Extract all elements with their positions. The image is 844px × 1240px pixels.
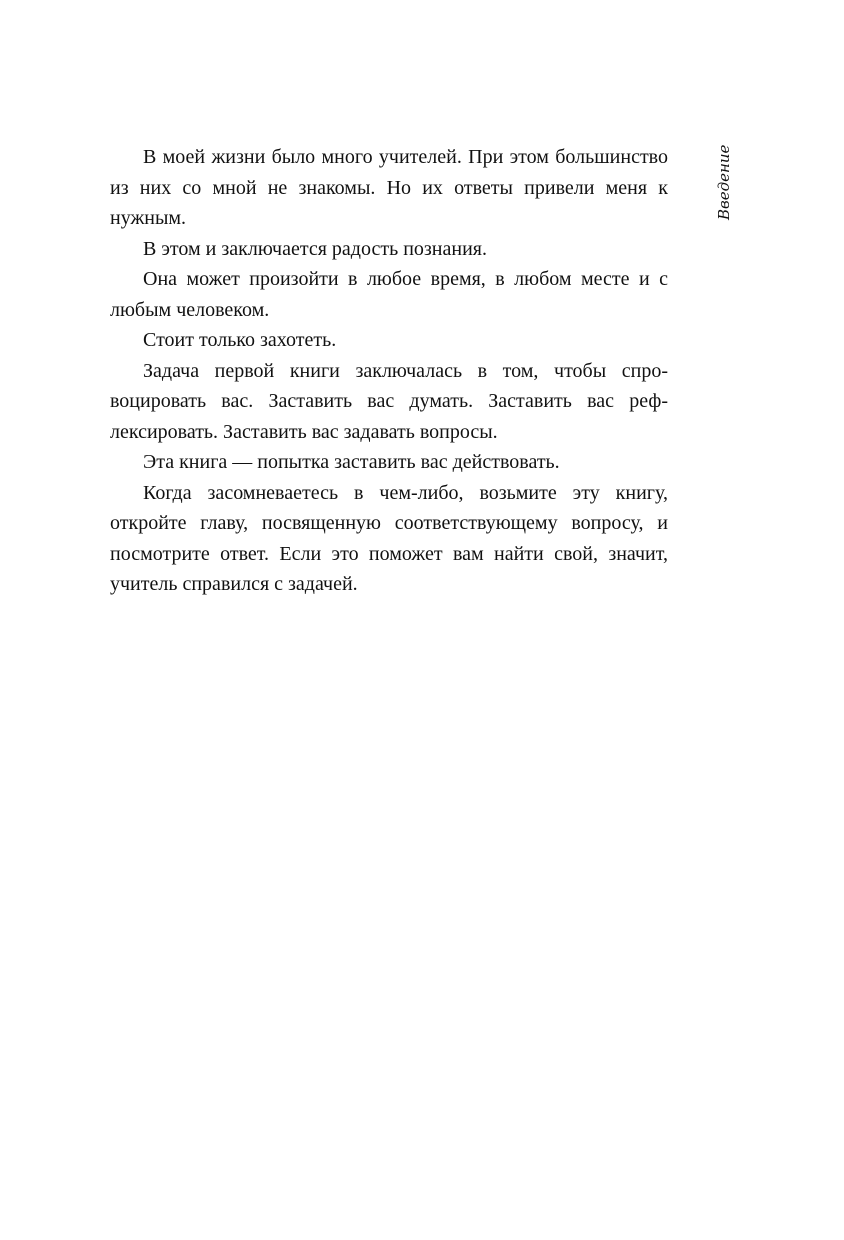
paragraph-7: Когда засомневаетесь в чем-либо, возьмите эту книгу, откройте главу, посвященную соответствующему вопросу, и посмотрите ответ. Если это поможет вам найти свой, значит, учитель справился с задачей. (110, 481, 668, 595)
paragraph-1: В моей жизни было много учителей. При этом большинство из них со мной не знакомы. Но их ответы привели меня к нужным. (110, 146, 668, 229)
paragraph-4: Стоит только захотеть. (143, 329, 337, 351)
running-head: Введение (715, 144, 733, 220)
paragraph-2: В этом и заключается радость познания. (143, 237, 487, 260)
paragraph-6: Эта книга — попытка заставить вас действовать. (143, 451, 560, 473)
paragraph-5: Задача первой книги заключалась в том, чтобы спровоцировать вас. Заставить вас думать. Заставить вас рефлексировать. Заставить вас задавать вопросы. (110, 359, 668, 443)
body-text (110, 142, 668, 600)
paragraph-3: Она может произойти в любое время, в любом месте и с любым человеком. (110, 268, 668, 321)
